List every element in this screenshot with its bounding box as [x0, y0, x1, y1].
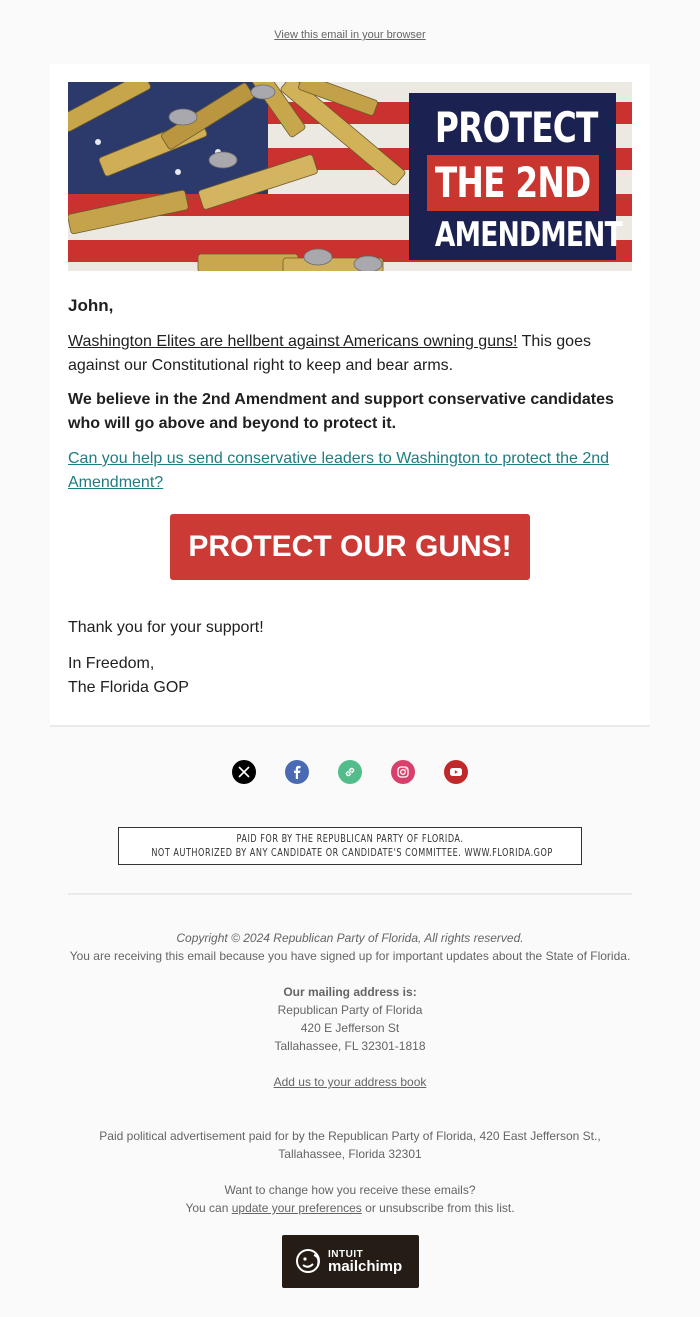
hero-line-1: PROTECT	[434, 103, 598, 152]
hero-banner	[68, 82, 632, 271]
elites-link[interactable]: Washington Elites are hellbent against Americans owning guns!	[68, 333, 518, 350]
add-to-address-book-link[interactable]: Add us to your address book	[273, 1075, 427, 1089]
facebook-icon[interactable]	[285, 760, 309, 784]
signoff	[68, 652, 189, 700]
mailchimp-wordmark: mailchimp	[328, 1258, 403, 1275]
paid-ad-line-2: Tallahassee, Florida 32301	[278, 1147, 422, 1161]
help-link[interactable]: Can you help us send conservative leaders to Washington to protect the 2nd Amendment?	[68, 450, 610, 491]
preferences-row	[0, 1199, 700, 1217]
email-card	[50, 64, 650, 727]
address-line-3: Tallahassee, FL 32301-1818	[274, 1039, 426, 1053]
paid-ad-line-1: Paid political advertisement paid for by the Republican Party of Florida, 420 East Jefferson St.,	[99, 1129, 601, 1143]
paid-for-disclaimer	[118, 827, 582, 865]
view-in-browser-bar	[0, 29, 700, 41]
paragraph-belief: We believe in the 2nd Amendment and support conservative candidates who will go above and beyond to protect it.	[68, 391, 614, 432]
update-preferences-link[interactable]: update your preferences	[231, 1201, 362, 1215]
link-icon[interactable]	[338, 760, 362, 784]
thanks-text: Thank you for your support!	[68, 619, 264, 636]
freddie-icon	[294, 1247, 322, 1277]
disclaimer-line-1: PAID FOR BY THE REPUBLICAN PARTY OF FLORIDA.	[236, 833, 464, 845]
address-book-row	[0, 1073, 700, 1091]
mailing-address-label: Our mailing address is:	[283, 985, 417, 999]
x-icon[interactable]	[232, 760, 256, 784]
hero-line-3: AMENDMENT	[434, 215, 622, 255]
copyright-text: Copyright © 2024 Republican Party of Florida, All rights reserved.	[176, 931, 524, 945]
paragraph-help	[68, 447, 632, 495]
greeting: John,	[68, 296, 114, 315]
preferences-pre: You can	[185, 1201, 232, 1215]
paragraph-intro	[68, 330, 632, 378]
view-in-browser-link[interactable]: View this email in your browser	[274, 29, 426, 41]
mailchimp-badge[interactable]	[282, 1235, 419, 1288]
protect-our-guns-button[interactable]: PROTECT OUR GUNS!	[170, 514, 530, 580]
preferences-post: or unsubscribe from this list.	[361, 1201, 515, 1215]
signoff-line-2: The Florida GOP	[68, 679, 189, 696]
youtube-icon[interactable]	[444, 760, 468, 784]
hero-line-2: THE 2ND	[434, 158, 591, 207]
disclaimer-line-2: NOT AUTHORIZED BY ANY CANDIDATE OR CANDIDATE'S COMMITTEE. WWW.FLORIDA.GOP	[151, 847, 553, 859]
instagram-icon[interactable]	[391, 760, 415, 784]
receiving-reason: You are receiving this email because you have signed up for important updates about the State of Florida.	[69, 949, 631, 963]
change-emails-text: Want to change how you receive these emails?	[224, 1183, 476, 1197]
footer-divider	[68, 893, 632, 895]
intuit-wordmark: INTUIT	[328, 1249, 364, 1260]
address-line-1: Republican Party of Florida	[277, 1003, 423, 1017]
paragraph-intro-text: This goes against our Constitutional right to keep and bear arms.	[68, 333, 591, 374]
signoff-line-1: In Freedom,	[68, 655, 155, 672]
address-line-2: 420 E Jefferson St	[300, 1021, 400, 1035]
protect-2nd-amendment-box	[409, 93, 622, 260]
social-links	[232, 760, 472, 786]
